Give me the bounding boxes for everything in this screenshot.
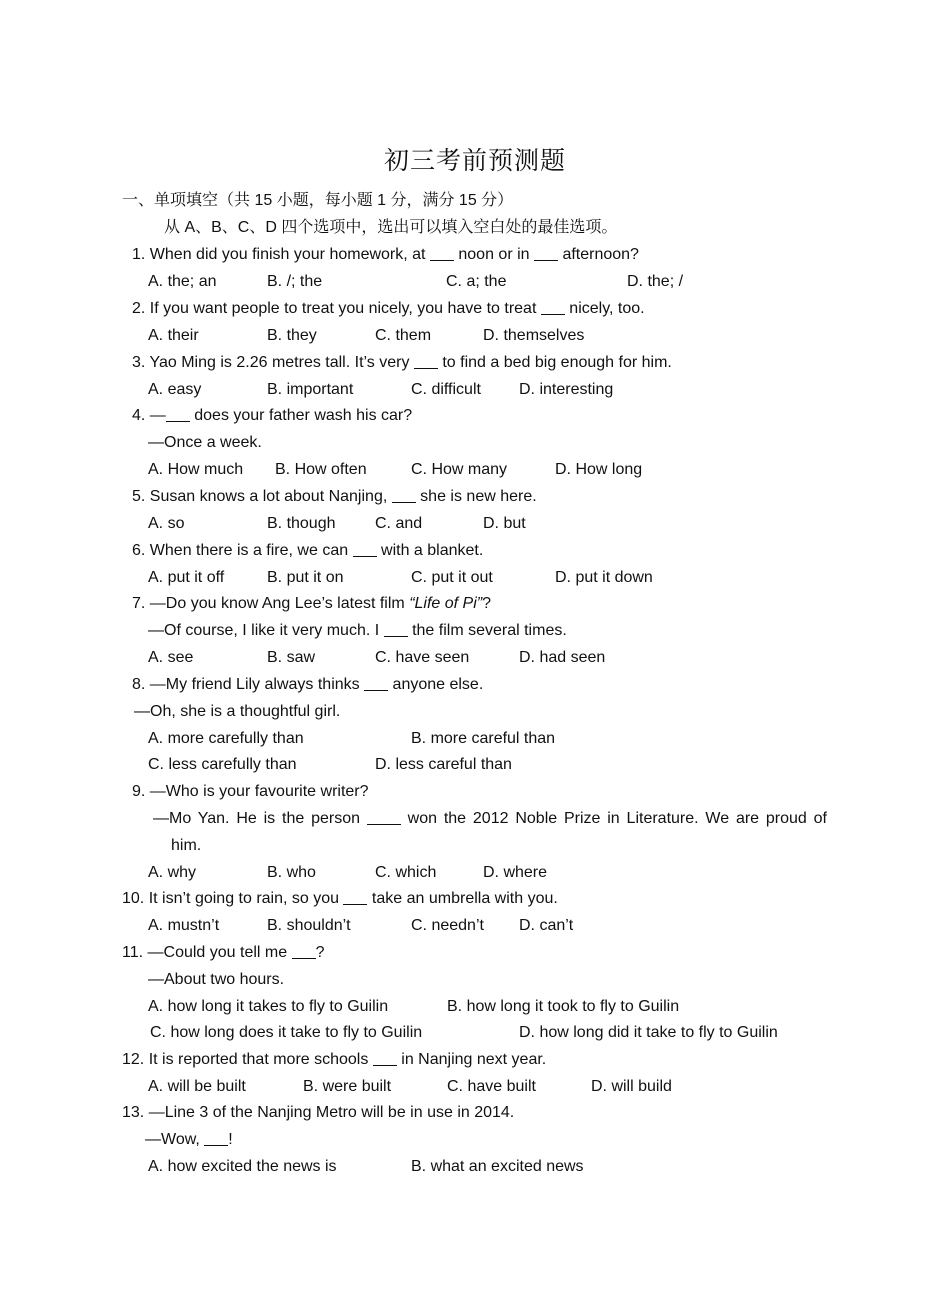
option-a: A. so: [148, 515, 185, 532]
option-d: D. will build: [591, 1078, 672, 1095]
option-a: A. more carefully than: [148, 730, 304, 747]
option-d: D. How long: [555, 461, 643, 478]
question-3: 3. Yao Ming is 2.26 metres tall. It’s very to find a bed big enough for him.: [132, 354, 672, 371]
option-b: B. How often: [275, 461, 367, 478]
question-7: 7. —Do you know Ang Lee’s latest film “Life of Pi”?: [132, 595, 492, 612]
option-d: D. can’t: [519, 917, 574, 934]
option-a: A. see: [148, 649, 194, 666]
option-c: C. a; the: [446, 273, 507, 290]
answer-blank: [166, 407, 190, 422]
answer-blank: [430, 246, 454, 261]
option-b: B. who: [267, 864, 316, 881]
option-d: D. interesting: [519, 381, 614, 398]
option-b: B. though: [267, 515, 336, 532]
question-9: 9. —Who is your favourite writer?: [132, 783, 369, 800]
answer-blank: [364, 676, 388, 691]
question-11: 11. —Could you tell me ?: [122, 944, 325, 961]
question-8: 8. —My friend Lily always thinks anyone else.: [132, 676, 484, 693]
option-d: D. where: [483, 864, 548, 881]
answer-blank: [414, 354, 438, 369]
option-a: A. How much: [148, 461, 244, 478]
option-d: D. less careful than: [375, 756, 512, 773]
question-6: 6. When there is a fire, we can with a blanket.: [132, 542, 484, 559]
answer-blank: [541, 300, 565, 315]
option-a: A. their: [148, 327, 199, 344]
section-heading: 一、单项填空（共 15 小题，每小题 1 分，满分 15 分）: [122, 192, 514, 209]
option-a: A. put it off: [148, 569, 225, 586]
option-b: B. put it on: [267, 569, 344, 586]
question-1: 1. When did you finish your homework, at noon or in afternoon?: [132, 246, 639, 263]
answer-blank: [204, 1131, 228, 1146]
option-c: C. put it out: [411, 569, 493, 586]
question-4: 4. — does your father wash his car?: [132, 407, 413, 424]
option-d: D. how long did it take to fly to Guilin: [519, 1024, 778, 1041]
option-b: B. were built: [303, 1078, 392, 1095]
answer-blank: [384, 622, 408, 637]
answer-blank: [534, 246, 558, 261]
question-12: 12. It is reported that more schools in Nanjing next year.: [122, 1051, 547, 1068]
option-a: A. easy: [148, 381, 202, 398]
answer-blank: [373, 1051, 397, 1066]
option-c: C. difficult: [411, 381, 481, 398]
option-b: B. shouldn’t: [267, 917, 351, 934]
question-13-reply: —Wow, !: [145, 1131, 233, 1148]
option-d: D. but: [483, 515, 526, 532]
option-b: B. more careful than: [411, 730, 556, 747]
answer-blank: [292, 944, 316, 959]
option-a: A. mustn’t: [148, 917, 220, 934]
option-a: A. how excited the news is: [148, 1158, 337, 1175]
option-c: C. less carefully than: [148, 756, 297, 773]
answer-blank: [353, 542, 377, 557]
page-title: 初三考前预测题: [383, 147, 566, 175]
option-b: B. /; the: [267, 273, 323, 290]
question-9-reply-end: him.: [171, 837, 202, 854]
answer-blank: [367, 810, 401, 825]
option-c: C. and: [375, 515, 423, 532]
question-5: 5. Susan knows a lot about Nanjing, she is new here.: [132, 488, 537, 505]
question-8-reply: —Oh, she is a thoughtful girl.: [134, 703, 341, 720]
option-c: C. have seen: [375, 649, 470, 666]
question-7-reply: —Of course, I like it very much. I the film several times.: [148, 622, 567, 639]
question-9-reply: —Mo Yan. He is the person won the 2012 Noble Prize in Literature. We are proud of: [153, 810, 828, 827]
option-d: D. themselves: [483, 327, 585, 344]
answer-blank: [392, 488, 416, 503]
question-10: 10. It isn’t going to rain, so you take an umbrella with you.: [122, 890, 558, 907]
section-instruction: 从 A、B、C、D 四个选项中，选出可以填入空白处的最佳选项。: [164, 219, 618, 236]
option-a: A. will be built: [148, 1078, 246, 1095]
question-11-reply: —About two hours.: [148, 971, 285, 988]
film-title: “Life of Pi”: [409, 595, 483, 612]
option-c: C. them: [375, 327, 432, 344]
option-c: C. have built: [447, 1078, 536, 1095]
option-c: C. which: [375, 864, 437, 881]
option-c: C. How many: [411, 461, 508, 478]
option-b: B. what an excited news: [411, 1158, 584, 1175]
option-a: A. the; an: [148, 273, 217, 290]
option-d: D. put it down: [555, 569, 653, 586]
option-c: C. how long does it take to fly to Guilin: [150, 1024, 423, 1041]
option-a: A. why: [148, 864, 197, 881]
question-13: 13. —Line 3 of the Nanjing Metro will be in use in 2014.: [122, 1104, 515, 1121]
option-a: A. how long it takes to fly to Guilin: [148, 998, 389, 1015]
option-b: B. they: [267, 327, 317, 344]
option-b: B. important: [267, 381, 354, 398]
question-4-reply: —Once a week.: [148, 434, 262, 451]
answer-blank: [343, 890, 367, 905]
option-d: D. had seen: [519, 649, 606, 666]
option-c: C. needn’t: [411, 917, 484, 934]
option-d: D. the; /: [627, 273, 684, 290]
option-b: B. how long it took to fly to Guilin: [447, 998, 680, 1015]
question-2: 2. If you want people to treat you nicely, you have to treat nicely, too.: [132, 300, 645, 317]
option-b: B. saw: [267, 649, 316, 666]
